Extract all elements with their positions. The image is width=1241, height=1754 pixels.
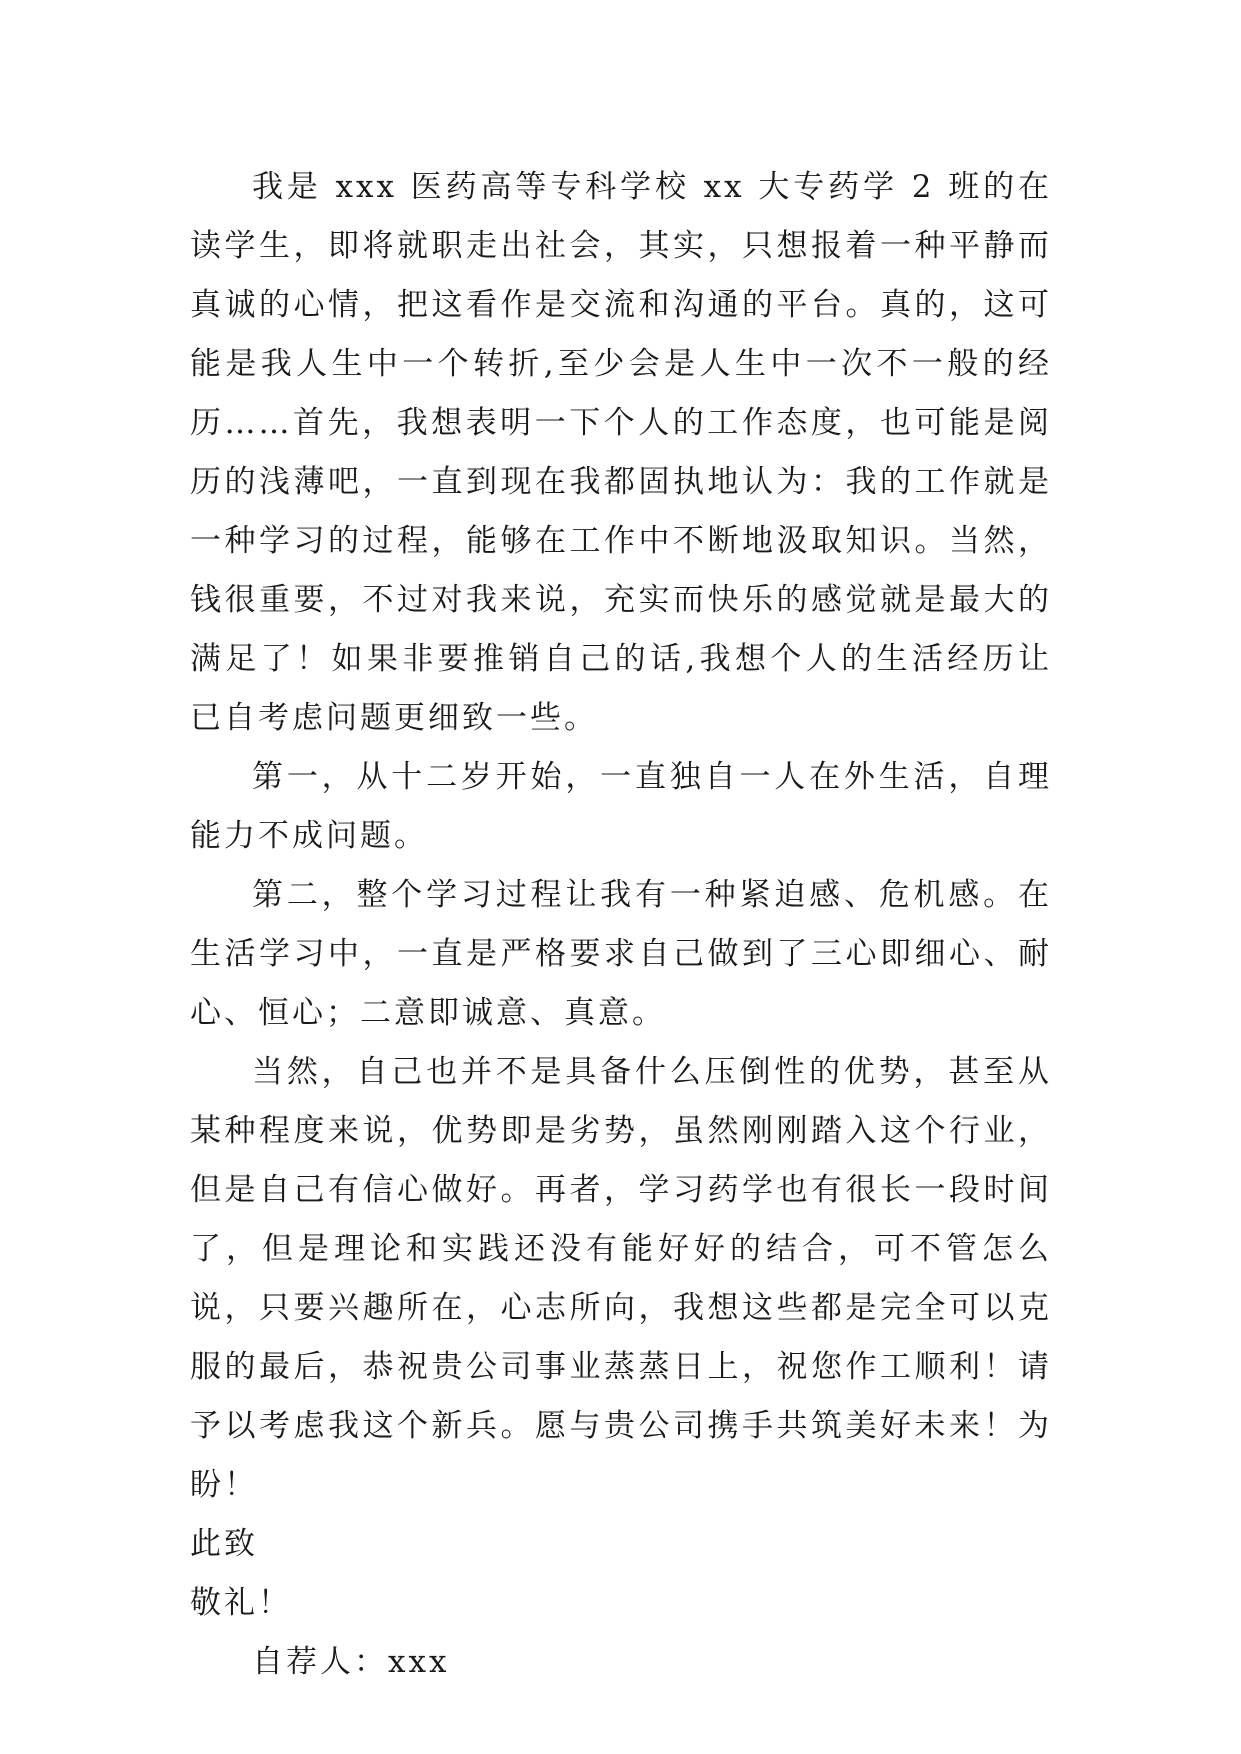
paragraph-intro: 我是 xxx 医药高等专科学校 xx 大专药学 2 班的在读学生，即将就职走出社会，其实，只想报着一种平静而真诚的心情，把这看作是交流和沟通的平台。真的，这可能是我人生中一个转折,至少会是人生中一次不一般的经历……首先，我想表明一下个人的工作态度，也可能是阅历的浅薄吧，一直到现在我都固执地认为：我的工作就是一种学习的过程，能够在工作中不断地汲取知识。当然，钱很重要，不过对我来说，充实而快乐的感觉就是最大的满足了！如果非要推销自己的话,我想个人的生活经历让已自考虑问题更细致一些。 bbox=[190, 169, 1052, 736]
paragraph-conclusion: 当然，自己也并不是具备什么压倒性的优势，甚至从某种程度来说，优势即是劣势，虽然刚刚踏入这个行业，但是自己有信心做好。再者，学习药学也有很长一段时间了，但是理论和实践还没有能好好的结合，可不管怎么说，只要兴趣所在，心志所向，我想这些都是完全可以克服的最后，恭祝贵公司事业蒸蒸日上，祝您作工顺利！请予以考虑我这个新兵。愿与贵公司携手共筑美好未来！为盼！ bbox=[190, 1054, 1052, 1503]
letter-body bbox=[190, 158, 1052, 1692]
signature-line: 自荐人：xxx bbox=[252, 1644, 450, 1680]
closing-salutation: 此致 bbox=[190, 1526, 258, 1562]
paragraph-first-point: 第一，从十二岁开始，一直独自一人在外生活，自理能力不成问题。 bbox=[190, 759, 1052, 854]
paragraph-second-point: 第二，整个学习过程让我有一种紧迫感、危机感。在生活学习中，一直是严格要求自己做到了三心即细心、耐心、恒心；二意即诚意、真意。 bbox=[190, 877, 1052, 1031]
closing-regards: 敬礼！ bbox=[190, 1585, 292, 1621]
